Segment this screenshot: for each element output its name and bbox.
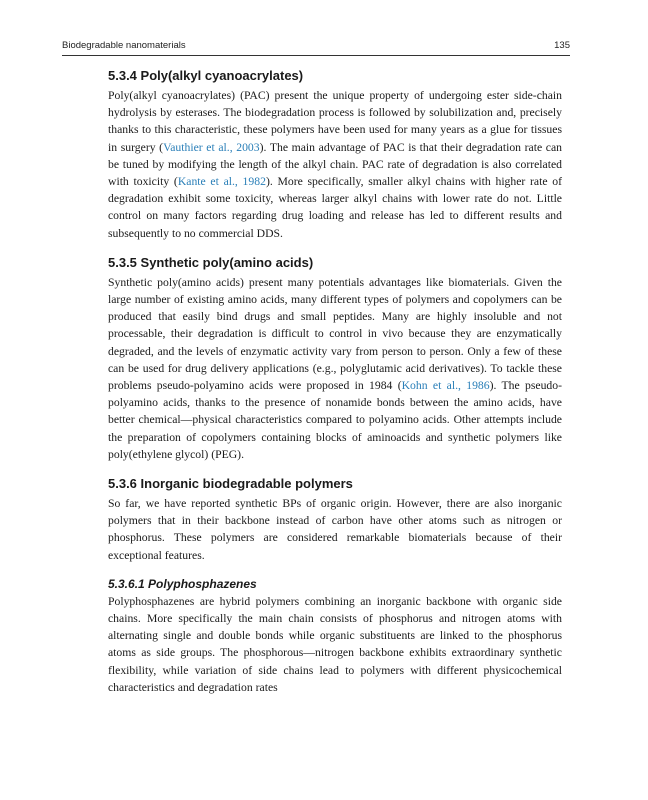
page-body <box>108 68 562 696</box>
page-number: 135 <box>554 40 570 51</box>
text-run: ). More specifically, smaller alkyl chains with higher rate of degradation exhibit some toxicity, whereas larger alkyl chains with lower rate do not. Little control on many factors regarding drug loading and release has led to different results and subsequently to no commercial DDS. <box>108 175 562 240</box>
citation-link-kante[interactable]: Kante et al., 1982 <box>177 175 266 189</box>
text-run: ). The main advantage of PAC is that their degradation rate can be tuned by modifying the length of the alkyl chain. PAC rate of degradation is also correlated with toxicity ( <box>108 140 562 189</box>
paragraph-5-3-5 <box>108 274 562 463</box>
text-run: Poly(alkyl cyanoacrylates) (PAC) present the unique property of undergoing ester side-chain hydrolysis by esterases. The biodegradation process is followed by solubilization and, precisely thanks to this characteristic, these polymers have been used for many years as a glue for tissues in surgery ( <box>108 89 562 154</box>
section-heading-5-3-4: 5.3.4 Poly(alkyl cyanoacrylates) <box>108 68 304 83</box>
paragraph-5-3-4 <box>108 87 562 242</box>
text-run: Synthetic poly(amino acids) present many potentials advantages like biomaterials. Given the large number of existing amino acids, many different types of polymers and copolymers can be produced that easily bind drugs and small peptides. Many are highly insoluble and not processable, their degradation is difficult to control in vivo because they are enzymatically degraded, and the levels of enzymatic activity vary from person to person. Only a few of these can be used for drug delivery applications (e.g., polyglutamic acid derivatives). To tackle these problems pseudo-polyamino acids were proposed in 1984 ( <box>108 275 562 393</box>
paragraph-5-3-6 <box>108 495 562 564</box>
running-header <box>62 40 570 54</box>
citation-link-vauthier[interactable]: Vauthier et al., 2003 <box>163 140 260 154</box>
section-heading-5-3-5: 5.3.5 Synthetic poly(amino acids) <box>108 254 314 270</box>
running-title: Biodegradable nanomaterials <box>62 40 186 51</box>
header-rule <box>62 55 570 56</box>
text-run: Polyphosphazenes are hybrid polymers combining an inorganic backbone with organic side chains. More specifically the main chain consists of phosphorus and nitrogen atoms with alternating single and double bonds while organic substituents are linked to the phosphorus atoms as side groups. The phosphorous—nitrogen backbone exhibits extraordinary synthetic flexibility, while variation of side chains lead to polymers with different physicochemical characteristics and degradation rates <box>108 594 562 694</box>
text-run: ). The pseudo-polyamino acids, thanks to the presence of nonamide bonds between the amino acids, have better chemical—physical characteristics compared to polyamino acids. Other attempts include the preparation of copolymers containing blocks of aminoacids and synthetic polymers like poly(ethylene glycol) (PEG). <box>108 379 563 461</box>
section-heading-5-3-6: 5.3.6 Inorganic biodegradable polymers <box>108 476 353 492</box>
text-run: So far, we have reported synthetic BPs of organic origin. However, there are also inorganic polymers that in their backbone instead of carbon have other atoms such as nitrogen or phosphorus. These polymers are considered remarkable biomaterials because of their exceptional features. <box>108 497 562 562</box>
subsection-heading-5-3-6-1: 5.3.6.1 Polyphosphazenes <box>108 576 257 591</box>
paragraph-5-3-6-1 <box>108 593 562 696</box>
citation-link-kohn[interactable]: Kohn et al., 1986 <box>401 379 490 393</box>
